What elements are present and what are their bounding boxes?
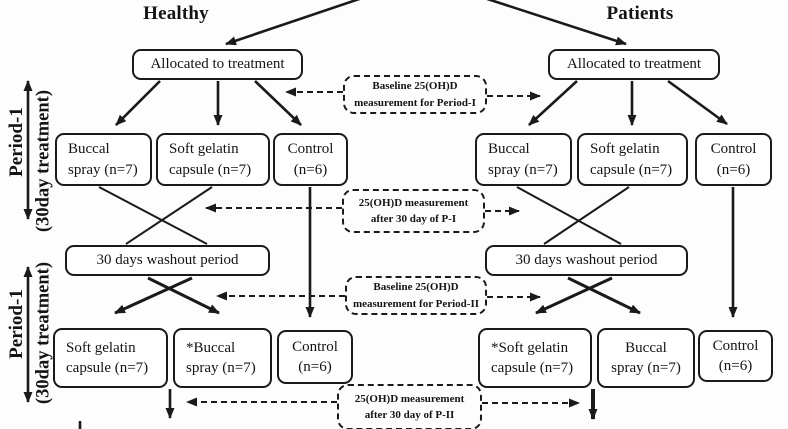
arrow-p-alloc-control xyxy=(668,81,727,124)
healthy-p1-soft-gelatin-box: Soft gelatin capsule (n=7) xyxy=(156,133,270,186)
line-h-buccal-washout xyxy=(99,187,207,244)
arrow-h-alloc-control xyxy=(255,81,301,125)
patients-washout-box: 30 days washout period xyxy=(485,245,688,276)
patients-allocated-box: Allocated to treatment xyxy=(548,49,720,80)
patients-p1-buccal-spray-box: Buccal spray (n=7) xyxy=(475,133,572,186)
healthy-p2-control-box: Control (n=6) xyxy=(277,330,353,384)
period1-axis-label: Period-1 xyxy=(6,107,27,177)
patients-column-label: Patients xyxy=(606,3,674,24)
patients-p2-buccal-spray-box: Buccal spray (n=7) xyxy=(597,328,695,388)
line-p-capsule-washout xyxy=(544,187,629,244)
patients-p2-soft-gelatin-box: *Soft gelatin capsule (n=7) xyxy=(478,328,592,388)
line-h-capsule-washout xyxy=(126,187,212,244)
arrow-h-alloc-buccal xyxy=(116,81,160,125)
patients-p1-soft-gelatin-box: Soft gelatin capsule (n=7) xyxy=(577,133,688,186)
healthy-washout-box: 30 days washout period xyxy=(65,245,270,276)
after-period1-note: 25(OH)D measurement after 30 day of P-I xyxy=(342,189,485,233)
healthy-p2-soft-gelatin-box: Soft gelatin capsule (n=7) xyxy=(53,328,168,388)
baseline-period1-note: Baseline 25(OH)D measurement for Period-I xyxy=(343,75,487,114)
period2-axis-label: Period-1 xyxy=(6,289,27,359)
healthy-allocated-box: Allocated to treatment xyxy=(132,49,303,80)
healthy-p1-buccal-spray-box: Buccal spray (n=7) xyxy=(55,133,152,186)
healthy-p1-control-box: Control (n=6) xyxy=(273,133,348,186)
healthy-column-label: Healthy xyxy=(143,3,209,24)
after-period2-note: 25(OH)D measurement after 30 day of P-II xyxy=(337,384,482,429)
arrow-apex-to-healthy xyxy=(226,0,374,44)
patients-p2-control-box: Control (n=6) xyxy=(698,330,773,382)
period1-duration-label: (30day treatment) xyxy=(33,90,54,232)
baseline-period2-note: Baseline 25(OH)D measurement for Period-II xyxy=(345,276,487,315)
line-p-buccal-washout xyxy=(517,187,621,244)
patients-p1-control-box: Control (n=6) xyxy=(695,133,772,186)
healthy-p2-buccal-spray-box: *Buccal spray (n=7) xyxy=(173,328,272,388)
arrow-p-alloc-buccal xyxy=(529,81,577,125)
period2-duration-label: (30day treatment) xyxy=(33,262,54,404)
